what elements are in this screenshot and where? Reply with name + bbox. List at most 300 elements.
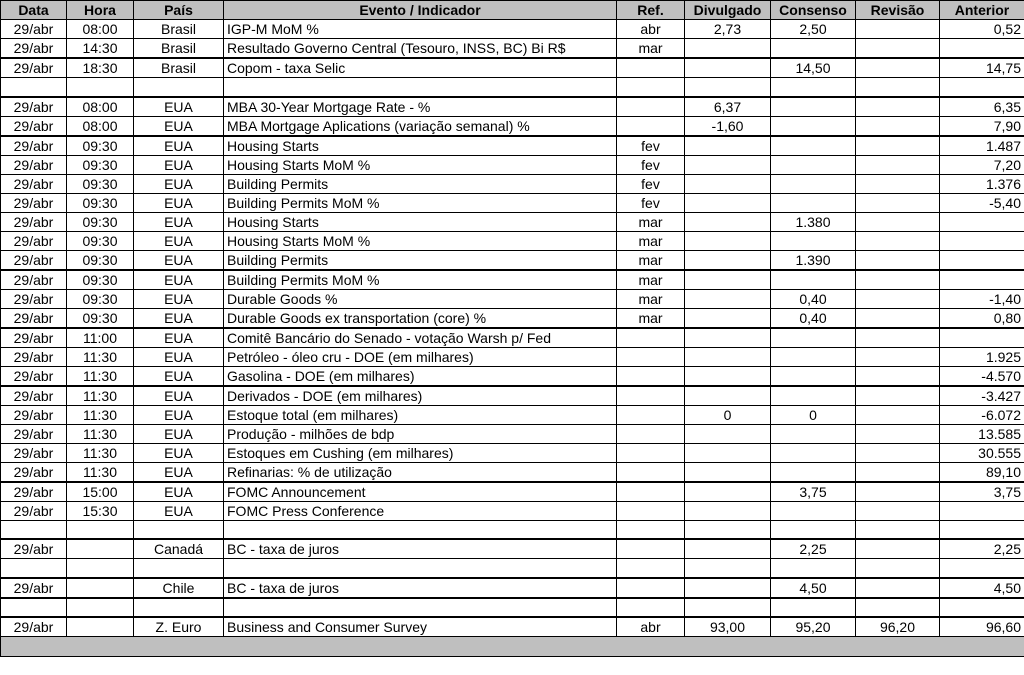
- cell-ref: [617, 443, 685, 462]
- table-row: [1, 347, 1024, 366]
- table-row: [1, 539, 1024, 559]
- cell-evento: [224, 78, 617, 97]
- cell-hora: 09:30: [67, 193, 134, 212]
- cell-consenso: [771, 598, 856, 617]
- cell-anterior: 0,52: [940, 20, 1024, 39]
- cell-consenso: [771, 386, 856, 406]
- cell-revisao: [856, 289, 940, 308]
- cell-pais: EUA: [134, 174, 224, 193]
- cell-consenso: 95,20: [771, 617, 856, 637]
- cell-pais: EUA: [134, 136, 224, 156]
- cell-revisao: [856, 58, 940, 78]
- cell-hora: [67, 617, 134, 637]
- cell-ref: [617, 424, 685, 443]
- cell-revisao: [856, 539, 940, 559]
- table-row: [1, 328, 1024, 348]
- cell-hora: 09:30: [67, 155, 134, 174]
- cell-divulgado: [685, 578, 771, 598]
- cell-divulgado: [685, 598, 771, 617]
- cell-evento: Estoque total (em milhares): [224, 405, 617, 424]
- cell-hora: [67, 78, 134, 97]
- cell-data: [1, 598, 67, 617]
- cell-data: [1, 559, 67, 578]
- cell-revisao: [856, 501, 940, 520]
- cell-data: 29/abr: [1, 20, 67, 39]
- cell-pais: EUA: [134, 231, 224, 250]
- cell-revisao: [856, 347, 940, 366]
- cell-anterior: [940, 598, 1024, 617]
- cell-evento: MBA 30-Year Mortgage Rate - %: [224, 97, 617, 117]
- cell-consenso: 0: [771, 405, 856, 424]
- cell-evento: Gasolina - DOE (em milhares): [224, 366, 617, 386]
- cell-hora: 11:30: [67, 424, 134, 443]
- cell-consenso: [771, 97, 856, 117]
- cell-divulgado: [685, 328, 771, 348]
- cell-hora: 11:30: [67, 366, 134, 386]
- cell-pais: Brasil: [134, 58, 224, 78]
- cell-anterior: [940, 78, 1024, 97]
- cell-evento: Durable Goods %: [224, 289, 617, 308]
- cell-evento: FOMC Announcement: [224, 482, 617, 502]
- cell-pais: EUA: [134, 193, 224, 212]
- cell-divulgado: [685, 308, 771, 328]
- cell-anterior: [940, 250, 1024, 270]
- cell-consenso: [771, 39, 856, 59]
- footer-row: [1, 636, 1024, 656]
- header-hora: Hora: [67, 1, 134, 20]
- cell-hora: 08:00: [67, 97, 134, 117]
- table-row: [1, 174, 1024, 193]
- cell-data: 29/abr: [1, 116, 67, 136]
- cell-revisao: [856, 155, 940, 174]
- cell-pais: EUA: [134, 116, 224, 136]
- table-row: [1, 20, 1024, 39]
- cell-data: 29/abr: [1, 366, 67, 386]
- cell-hora: 11:30: [67, 405, 134, 424]
- cell-revisao: [856, 78, 940, 97]
- cell-pais: EUA: [134, 212, 224, 231]
- cell-divulgado: [685, 520, 771, 539]
- cell-evento: Building Permits: [224, 174, 617, 193]
- table-row: [1, 578, 1024, 598]
- cell-hora: 18:30: [67, 58, 134, 78]
- cell-revisao: [856, 366, 940, 386]
- cell-consenso: [771, 193, 856, 212]
- cell-divulgado: [685, 270, 771, 290]
- cell-ref: [617, 501, 685, 520]
- cell-ref: [617, 520, 685, 539]
- cell-pais: EUA: [134, 155, 224, 174]
- cell-consenso: [771, 328, 856, 348]
- cell-hora: 14:30: [67, 39, 134, 59]
- cell-revisao: [856, 97, 940, 117]
- header-revisao: Revisão: [856, 1, 940, 20]
- cell-consenso: [771, 443, 856, 462]
- cell-revisao: [856, 520, 940, 539]
- header-consenso: Consenso: [771, 1, 856, 20]
- cell-anterior: -5,40: [940, 193, 1024, 212]
- cell-anterior: 14,75: [940, 58, 1024, 78]
- cell-data: 29/abr: [1, 617, 67, 637]
- cell-evento: Housing Starts MoM %: [224, 231, 617, 250]
- table-row: [1, 462, 1024, 482]
- cell-revisao: [856, 462, 940, 482]
- cell-revisao: [856, 578, 940, 598]
- cell-anterior: 96,60: [940, 617, 1024, 637]
- cell-pais: EUA: [134, 97, 224, 117]
- cell-hora: [67, 520, 134, 539]
- cell-data: 29/abr: [1, 174, 67, 193]
- cell-evento: Refinarias: % de utilização: [224, 462, 617, 482]
- cell-consenso: [771, 462, 856, 482]
- cell-divulgado: [685, 501, 771, 520]
- table-row: [1, 155, 1024, 174]
- cell-pais: EUA: [134, 250, 224, 270]
- cell-revisao: [856, 231, 940, 250]
- cell-data: 29/abr: [1, 97, 67, 117]
- cell-pais: EUA: [134, 443, 224, 462]
- cell-ref: abr: [617, 617, 685, 637]
- cell-divulgado: [685, 347, 771, 366]
- cell-ref: mar: [617, 231, 685, 250]
- cell-ref: [617, 405, 685, 424]
- cell-evento: Produção - milhões de bdp: [224, 424, 617, 443]
- cell-divulgado: [685, 424, 771, 443]
- cell-anterior: [940, 520, 1024, 539]
- table-row: [1, 58, 1024, 78]
- header-row: [1, 1, 1024, 20]
- cell-data: 29/abr: [1, 270, 67, 290]
- cell-revisao: [856, 193, 940, 212]
- cell-consenso: 1.380: [771, 212, 856, 231]
- cell-consenso: [771, 78, 856, 97]
- cell-data: [1, 78, 67, 97]
- table-row: [1, 136, 1024, 156]
- cell-evento: Building Permits MoM %: [224, 270, 617, 290]
- cell-divulgado: [685, 539, 771, 559]
- cell-ref: [617, 78, 685, 97]
- cell-data: 29/abr: [1, 482, 67, 502]
- table-body: [1, 20, 1024, 637]
- cell-pais: EUA: [134, 270, 224, 290]
- cell-pais: Brasil: [134, 20, 224, 39]
- table-row: [1, 270, 1024, 290]
- cell-ref: [617, 58, 685, 78]
- table-row: [1, 366, 1024, 386]
- cell-evento: Building Permits: [224, 250, 617, 270]
- cell-divulgado: [685, 443, 771, 462]
- cell-evento: [224, 598, 617, 617]
- cell-anterior: -1,40: [940, 289, 1024, 308]
- cell-data: 29/abr: [1, 308, 67, 328]
- cell-revisao: [856, 116, 940, 136]
- cell-data: 29/abr: [1, 58, 67, 78]
- cell-anterior: -6.072: [940, 405, 1024, 424]
- cell-evento: MBA Mortgage Aplications (variação semanal) %: [224, 116, 617, 136]
- table-row: [1, 520, 1024, 539]
- cell-data: 29/abr: [1, 39, 67, 59]
- cell-ref: mar: [617, 250, 685, 270]
- header-divulgado: Divulgado: [685, 1, 771, 20]
- cell-anterior: 13.585: [940, 424, 1024, 443]
- cell-consenso: 0,40: [771, 308, 856, 328]
- cell-pais: Brasil: [134, 39, 224, 59]
- cell-divulgado: 2,73: [685, 20, 771, 39]
- cell-hora: 08:00: [67, 20, 134, 39]
- cell-evento: Durable Goods ex transportation (core) %: [224, 308, 617, 328]
- cell-ref: fev: [617, 174, 685, 193]
- cell-ref: fev: [617, 193, 685, 212]
- cell-divulgado: -1,60: [685, 116, 771, 136]
- cell-anterior: 7,20: [940, 155, 1024, 174]
- cell-revisao: [856, 424, 940, 443]
- cell-anterior: 1.376: [940, 174, 1024, 193]
- cell-data: 29/abr: [1, 347, 67, 366]
- cell-divulgado: [685, 39, 771, 59]
- cell-evento: BC - taxa de juros: [224, 578, 617, 598]
- cell-anterior: 89,10: [940, 462, 1024, 482]
- cell-data: 29/abr: [1, 462, 67, 482]
- cell-consenso: 1.390: [771, 250, 856, 270]
- cell-ref: fev: [617, 136, 685, 156]
- cell-revisao: [856, 308, 940, 328]
- cell-revisao: [856, 328, 940, 348]
- cell-consenso: [771, 424, 856, 443]
- table-row: [1, 193, 1024, 212]
- cell-evento: Housing Starts MoM %: [224, 155, 617, 174]
- cell-hora: 09:30: [67, 136, 134, 156]
- cell-revisao: [856, 482, 940, 502]
- cell-evento: Petróleo - óleo cru - DOE (em milhares): [224, 347, 617, 366]
- cell-hora: 15:00: [67, 482, 134, 502]
- cell-consenso: 2,25: [771, 539, 856, 559]
- cell-hora: [67, 559, 134, 578]
- cell-pais: EUA: [134, 289, 224, 308]
- cell-evento: Resultado Governo Central (Tesouro, INSS, BC) Bi R$: [224, 39, 617, 59]
- cell-data: 29/abr: [1, 250, 67, 270]
- table-row: [1, 116, 1024, 136]
- cell-evento: [224, 559, 617, 578]
- table-row: [1, 405, 1024, 424]
- table-row: [1, 39, 1024, 59]
- cell-pais: EUA: [134, 501, 224, 520]
- cell-divulgado: [685, 386, 771, 406]
- cell-anterior: 1.925: [940, 347, 1024, 366]
- cell-ref: mar: [617, 270, 685, 290]
- cell-revisao: [856, 174, 940, 193]
- cell-data: 29/abr: [1, 501, 67, 520]
- cell-ref: mar: [617, 289, 685, 308]
- cell-ref: [617, 559, 685, 578]
- cell-data: 29/abr: [1, 539, 67, 559]
- cell-ref: mar: [617, 212, 685, 231]
- cell-anterior: 6,35: [940, 97, 1024, 117]
- cell-pais: EUA: [134, 308, 224, 328]
- cell-consenso: 14,50: [771, 58, 856, 78]
- cell-anterior: -3.427: [940, 386, 1024, 406]
- table-row: [1, 250, 1024, 270]
- cell-evento: Comitê Bancário do Senado - votação Warsh p/ Fed: [224, 328, 617, 348]
- cell-consenso: [771, 116, 856, 136]
- cell-divulgado: 0: [685, 405, 771, 424]
- cell-ref: [617, 116, 685, 136]
- cell-pais: [134, 520, 224, 539]
- cell-revisao: [856, 212, 940, 231]
- cell-anterior: [940, 39, 1024, 59]
- cell-pais: EUA: [134, 347, 224, 366]
- cell-revisao: [856, 270, 940, 290]
- cell-hora: 09:30: [67, 270, 134, 290]
- cell-consenso: 2,50: [771, 20, 856, 39]
- header-anterior: Anterior: [940, 1, 1024, 20]
- table-row: [1, 308, 1024, 328]
- cell-revisao: [856, 598, 940, 617]
- table-row: [1, 78, 1024, 97]
- cell-divulgado: [685, 559, 771, 578]
- cell-data: 29/abr: [1, 231, 67, 250]
- cell-anterior: -4.570: [940, 366, 1024, 386]
- cell-divulgado: [685, 231, 771, 250]
- cell-divulgado: [685, 155, 771, 174]
- cell-consenso: [771, 559, 856, 578]
- cell-consenso: [771, 155, 856, 174]
- cell-pais: Z. Euro: [134, 617, 224, 637]
- cell-data: 29/abr: [1, 578, 67, 598]
- cell-evento: [224, 520, 617, 539]
- cell-anterior: [940, 559, 1024, 578]
- cell-ref: fev: [617, 155, 685, 174]
- cell-consenso: 0,40: [771, 289, 856, 308]
- cell-consenso: [771, 501, 856, 520]
- cell-hora: 15:30: [67, 501, 134, 520]
- cell-pais: Chile: [134, 578, 224, 598]
- footer-bar: [1, 636, 1024, 656]
- cell-pais: EUA: [134, 482, 224, 502]
- cell-data: 29/abr: [1, 193, 67, 212]
- cell-ref: [617, 347, 685, 366]
- cell-divulgado: [685, 193, 771, 212]
- cell-consenso: [771, 347, 856, 366]
- cell-evento: Copom - taxa Selic: [224, 58, 617, 78]
- cell-divulgado: [685, 174, 771, 193]
- cell-consenso: 4,50: [771, 578, 856, 598]
- cell-ref: [617, 386, 685, 406]
- cell-evento: Estoques em Cushing (em milhares): [224, 443, 617, 462]
- table-row: [1, 212, 1024, 231]
- cell-divulgado: 93,00: [685, 617, 771, 637]
- cell-anterior: 1.487: [940, 136, 1024, 156]
- cell-data: 29/abr: [1, 136, 67, 156]
- cell-evento: Housing Starts: [224, 212, 617, 231]
- cell-consenso: [771, 174, 856, 193]
- cell-consenso: 3,75: [771, 482, 856, 502]
- cell-divulgado: [685, 136, 771, 156]
- cell-ref: [617, 328, 685, 348]
- cell-divulgado: [685, 482, 771, 502]
- table-row: [1, 289, 1024, 308]
- cell-ref: mar: [617, 308, 685, 328]
- header-evento: Evento / Indicador: [224, 1, 617, 20]
- cell-hora: 11:00: [67, 328, 134, 348]
- cell-hora: 09:30: [67, 231, 134, 250]
- cell-anterior: [940, 501, 1024, 520]
- cell-pais: [134, 598, 224, 617]
- cell-consenso: [771, 270, 856, 290]
- cell-evento: Derivados - DOE (em milhares): [224, 386, 617, 406]
- table-row: [1, 501, 1024, 520]
- cell-revisao: [856, 20, 940, 39]
- cell-divulgado: [685, 250, 771, 270]
- cell-evento: Building Permits MoM %: [224, 193, 617, 212]
- header-pais: País: [134, 1, 224, 20]
- cell-hora: 11:30: [67, 443, 134, 462]
- cell-hora: 08:00: [67, 116, 134, 136]
- table-row: [1, 559, 1024, 578]
- cell-anterior: [940, 270, 1024, 290]
- cell-evento: IGP-M MoM %: [224, 20, 617, 39]
- header-ref: Ref.: [617, 1, 685, 20]
- cell-pais: [134, 559, 224, 578]
- cell-pais: EUA: [134, 405, 224, 424]
- table-row: [1, 386, 1024, 406]
- cell-ref: [617, 578, 685, 598]
- table-row: [1, 231, 1024, 250]
- cell-pais: EUA: [134, 386, 224, 406]
- cell-anterior: [940, 328, 1024, 348]
- cell-ref: [617, 366, 685, 386]
- cell-anterior: 2,25: [940, 539, 1024, 559]
- cell-pais: EUA: [134, 424, 224, 443]
- cell-hora: 09:30: [67, 174, 134, 193]
- cell-evento: Business and Consumer Survey: [224, 617, 617, 637]
- cell-evento: FOMC Press Conference: [224, 501, 617, 520]
- cell-revisao: 96,20: [856, 617, 940, 637]
- cell-hora: [67, 539, 134, 559]
- cell-pais: EUA: [134, 462, 224, 482]
- cell-pais: [134, 78, 224, 97]
- cell-pais: Canadá: [134, 539, 224, 559]
- cell-hora: 11:30: [67, 386, 134, 406]
- cell-divulgado: [685, 212, 771, 231]
- cell-divulgado: [685, 366, 771, 386]
- cell-hora: [67, 578, 134, 598]
- cell-data: 29/abr: [1, 155, 67, 174]
- cell-revisao: [856, 559, 940, 578]
- cell-consenso: [771, 136, 856, 156]
- cell-hora: 11:30: [67, 347, 134, 366]
- cell-hora: 09:30: [67, 308, 134, 328]
- cell-data: 29/abr: [1, 424, 67, 443]
- cell-divulgado: [685, 462, 771, 482]
- cell-divulgado: [685, 78, 771, 97]
- table-row: [1, 97, 1024, 117]
- cell-anterior: [940, 231, 1024, 250]
- cell-evento: Housing Starts: [224, 136, 617, 156]
- cell-ref: mar: [617, 39, 685, 59]
- table-row: [1, 482, 1024, 502]
- table-row: [1, 424, 1024, 443]
- cell-data: 29/abr: [1, 212, 67, 231]
- cell-anterior: 0,80: [940, 308, 1024, 328]
- table-row: [1, 598, 1024, 617]
- header-data: Data: [1, 1, 67, 20]
- cell-anterior: 3,75: [940, 482, 1024, 502]
- cell-data: 29/abr: [1, 443, 67, 462]
- cell-ref: [617, 97, 685, 117]
- cell-ref: [617, 482, 685, 502]
- cell-data: 29/abr: [1, 328, 67, 348]
- cell-hora: 11:30: [67, 462, 134, 482]
